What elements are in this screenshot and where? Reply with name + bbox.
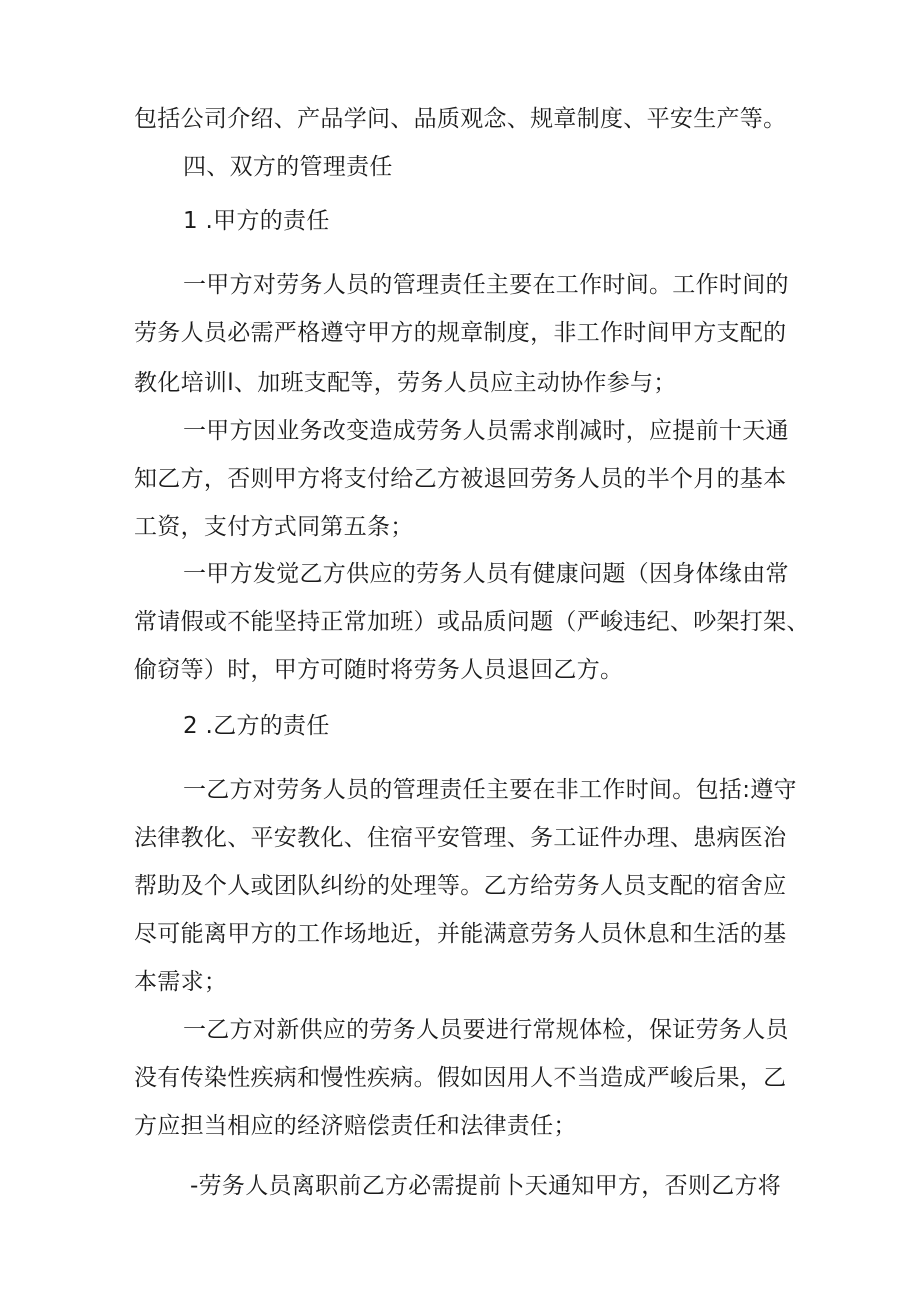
text-line: 知乙方，否则甲方将支付给乙方被退回劳务人员的半个月的基本 — [134, 466, 787, 492]
subsection-heading: 1 .甲方的责任 — [183, 208, 330, 234]
text-line: -劳务人员离职前乙方必需提前卜天通知甲方，否则乙方将 — [190, 1173, 782, 1199]
text-line: 法律教化、平安教化、住宿平安管理、务工证件办理、患病医治 — [134, 825, 787, 851]
text-line: 一乙方对劳务人员的管理责任主要在非工作时间。包括:遵守 — [183, 777, 797, 803]
subsection-heading: 2 .乙方的责任 — [183, 713, 330, 739]
text-line: 劳务人员必需严格遵守甲方的规章制度，非工作时间甲方支配的 — [134, 320, 787, 346]
text-line: 一甲方因业务改变造成劳务人员需求削减时，应提前十天通 — [183, 418, 789, 444]
text-line: 帮助及个人或团队纠纷的处理等。乙方给劳务人员支配的宿舍应 — [134, 873, 787, 899]
text-line: 一甲方对劳务人员的管理责任主要在工作时间。工作时间的 — [183, 272, 789, 298]
text-line: 本需求； — [134, 969, 228, 995]
section-heading: 四、双方的管理责任 — [183, 154, 393, 180]
text-line: 常请假或不能坚持正常加班）或品质问题（严峻违纪、吵架打架、 — [134, 609, 810, 635]
text-line: 一甲方发觉乙方供应的劳务人员有健康问题（因身体缘由常 — [183, 561, 789, 587]
text-line: 尽可能离甲方的工作场地近，并能满意劳务人员休息和生活的基 — [134, 921, 787, 947]
text-line: 偷窃等）时，甲方可随时将劳务人员退回乙方。 — [134, 657, 624, 683]
text-line: 没有传染性疾病和慢性疾病。假如因用人不当造成严峻后果，乙 — [134, 1065, 787, 1091]
text-line: 一乙方对新供应的劳务人员要进行常规体检，保证劳务人员 — [183, 1017, 789, 1043]
text-line: 包括公司介绍、产品学问、品质观念、规章制度、平安生产等。 — [134, 106, 787, 132]
text-line: 方应担当相应的经济赔偿责任和法律责任； — [134, 1113, 577, 1139]
text-line: 教化培训l、加班支配等，劳务人员应主动协作参与； — [134, 370, 677, 396]
text-line: 工资，支付方式同第五条； — [134, 514, 414, 540]
